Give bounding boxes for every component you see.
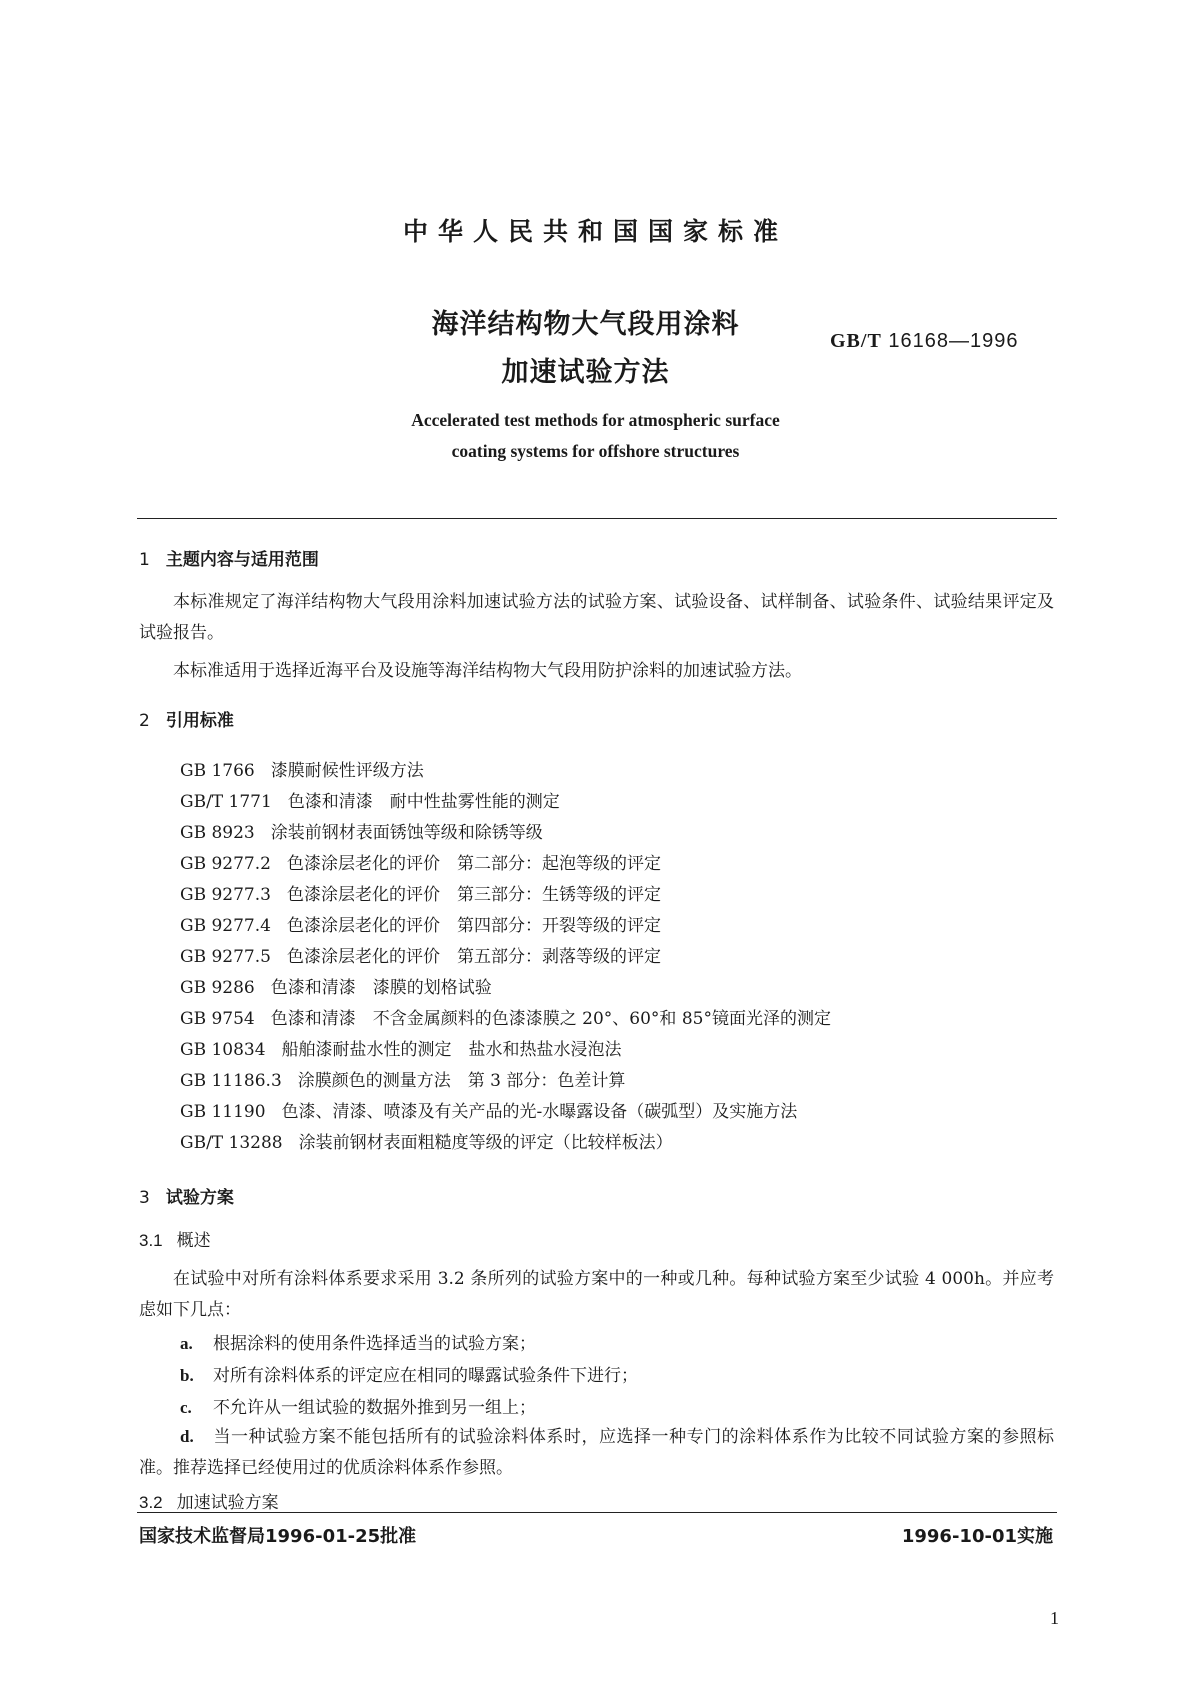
page-number: 1 bbox=[1050, 1608, 1059, 1628]
reference-title: 色漆涂层老化的评价 第四部分：开裂等级的评定 bbox=[286, 916, 661, 936]
reference-item bbox=[180, 756, 831, 787]
reference-item bbox=[180, 1128, 831, 1159]
reference-title: 色漆和清漆 不含金属颜料的色漆漆膜之 20°、60°和 85°镜面光泽的测定 bbox=[270, 1009, 831, 1029]
subsection-3-1-heading bbox=[139, 1226, 211, 1251]
reference-code: GB/T 1771 bbox=[180, 792, 272, 812]
reference-item bbox=[180, 973, 831, 1004]
reference-code: GB 9277.5 bbox=[180, 947, 271, 967]
reference-title: 漆膜耐候性评级方法 bbox=[270, 761, 424, 781]
reference-item bbox=[180, 787, 831, 818]
reference-code: GB 11190 bbox=[180, 1102, 266, 1122]
footer-divider bbox=[137, 1512, 1057, 1513]
standard-code-number: 16168—1996 bbox=[888, 330, 1019, 352]
section-3-number: 3 bbox=[139, 1188, 150, 1208]
consideration-list bbox=[180, 1328, 638, 1424]
reference-code: GB 1766 bbox=[180, 761, 255, 781]
referenced-standards-list bbox=[180, 756, 831, 1159]
subsection-3-1-paragraph: 在试验中对所有涂料体系要求采用 3.2 条所列的试验方案中的一种或几种。每种试验方案至少试验 4 000h。并应考虑如下几点： bbox=[139, 1269, 1054, 1320]
reference-code: GB/T 13288 bbox=[180, 1133, 283, 1153]
reference-code: GB 10834 bbox=[180, 1040, 266, 1060]
subsection-3-1-number: 3.1 bbox=[139, 1231, 163, 1250]
list-item-mark: c. bbox=[180, 1398, 192, 1417]
section-1-title: 主题内容与适用范围 bbox=[165, 550, 319, 570]
document-title-line2: 加速试验方法 bbox=[501, 357, 670, 388]
subsection-3-2-title: 加速试验方案 bbox=[176, 1493, 279, 1513]
header-divider bbox=[137, 518, 1057, 519]
reference-title: 色漆涂层老化的评价 第五部分：剥落等级的评定 bbox=[286, 947, 661, 967]
reference-title: 船舶漆耐盐水性的测定 盐水和热盐水浸泡法 bbox=[281, 1040, 622, 1060]
reference-item bbox=[180, 942, 831, 973]
list-item-mark: d. bbox=[180, 1427, 194, 1446]
reference-code: GB 9277.3 bbox=[180, 885, 271, 905]
reference-code: GB 9277.2 bbox=[180, 854, 271, 874]
document-title-line1: 海洋结构物大气段用涂料 bbox=[431, 309, 740, 340]
english-title-line1: Accelerated test methods for atmospheric surface bbox=[411, 410, 780, 430]
section-1-paragraph-2: 本标准适用于选择近海平台及设施等海洋结构物大气段用防护涂料的加速试验方法。 bbox=[173, 661, 802, 681]
reference-code: GB 9754 bbox=[180, 1009, 255, 1029]
standard-code bbox=[830, 330, 1018, 353]
reference-title: 色漆涂层老化的评价 第二部分：起泡等级的评定 bbox=[286, 854, 661, 874]
reference-item bbox=[180, 1004, 831, 1035]
reference-title: 色漆涂层老化的评价 第三部分：生锈等级的评定 bbox=[286, 885, 661, 905]
section-2-heading bbox=[139, 706, 234, 731]
section-1-number: 1 bbox=[139, 550, 150, 570]
section-1-heading bbox=[139, 545, 319, 570]
list-item-text: 当一种试验方案不能包括所有的试验涂料体系时，应选择一种专门的涂料体系作为比较不同试验方案的参照标准。推荐选择已经使用过的优质涂料体系作参照。 bbox=[139, 1427, 1054, 1478]
reference-item bbox=[180, 1035, 831, 1066]
section-3-heading bbox=[139, 1183, 234, 1208]
approval-line: 国家技术监督局1996-01-25批准 bbox=[139, 1526, 417, 1547]
subsection-3-1-title: 概述 bbox=[176, 1231, 211, 1251]
list-item-mark: a. bbox=[180, 1334, 193, 1353]
reference-code: GB 8923 bbox=[180, 823, 255, 843]
effective-date-line: 1996-10-01实施 bbox=[901, 1526, 1053, 1547]
reference-code: GB 11186.3 bbox=[180, 1071, 282, 1091]
list-item bbox=[180, 1392, 638, 1424]
reference-title: 色漆、清漆、喷漆及有关产品的光-水曝露设备（碳弧型）及实施方法 bbox=[281, 1102, 798, 1122]
standard-code-prefix: GB/T bbox=[830, 330, 882, 352]
reference-title: 涂装前钢材表面粗糙度等级的评定（比较样板法） bbox=[298, 1133, 673, 1153]
reference-item bbox=[180, 880, 831, 911]
reference-item bbox=[180, 911, 831, 942]
subsection-3-2-heading bbox=[139, 1488, 279, 1513]
subsection-3-2-number: 3.2 bbox=[139, 1493, 163, 1512]
section-1-paragraph-1: 本标准规定了海洋结构物大气段用涂料加速试验方法的试验方案、试验设备、试样制备、试验条件、试验结果评定及试验报告。 bbox=[139, 592, 1054, 643]
reference-title: 涂装前钢材表面锈蚀等级和除锈等级 bbox=[270, 823, 543, 843]
list-item-text: 不允许从一组试验的数据外推到另一组上； bbox=[213, 1398, 536, 1418]
section-3-title: 试验方案 bbox=[165, 1188, 234, 1208]
reference-title: 涂膜颜色的测量方法 第 3 部分：色差计算 bbox=[297, 1071, 626, 1091]
list-item bbox=[180, 1328, 638, 1360]
list-item-text: 根据涂料的使用条件选择适当的试验方案； bbox=[213, 1334, 536, 1354]
section-2-number: 2 bbox=[139, 711, 150, 731]
list-item-mark: b. bbox=[180, 1366, 194, 1385]
section-2-title: 引用标准 bbox=[165, 711, 234, 731]
reference-item bbox=[180, 1066, 831, 1097]
list-item-text: 对所有涂料体系的评定应在相同的曝露试验条件下进行； bbox=[213, 1366, 638, 1386]
reference-item bbox=[180, 849, 831, 880]
national-standard-heading: 中华人民共和国国家标准 bbox=[402, 217, 788, 246]
reference-item bbox=[180, 818, 831, 849]
reference-item bbox=[180, 1097, 831, 1128]
reference-title: 色漆和清漆 耐中性盐雾性能的测定 bbox=[287, 792, 560, 812]
reference-code: GB 9277.4 bbox=[180, 916, 271, 936]
reference-code: GB 9286 bbox=[180, 978, 255, 998]
reference-title: 色漆和清漆 漆膜的划格试验 bbox=[270, 978, 492, 998]
list-item-wrapped bbox=[139, 1421, 1054, 1484]
english-title-line2: coating systems for offshore structures bbox=[451, 441, 740, 461]
list-item bbox=[180, 1360, 638, 1392]
